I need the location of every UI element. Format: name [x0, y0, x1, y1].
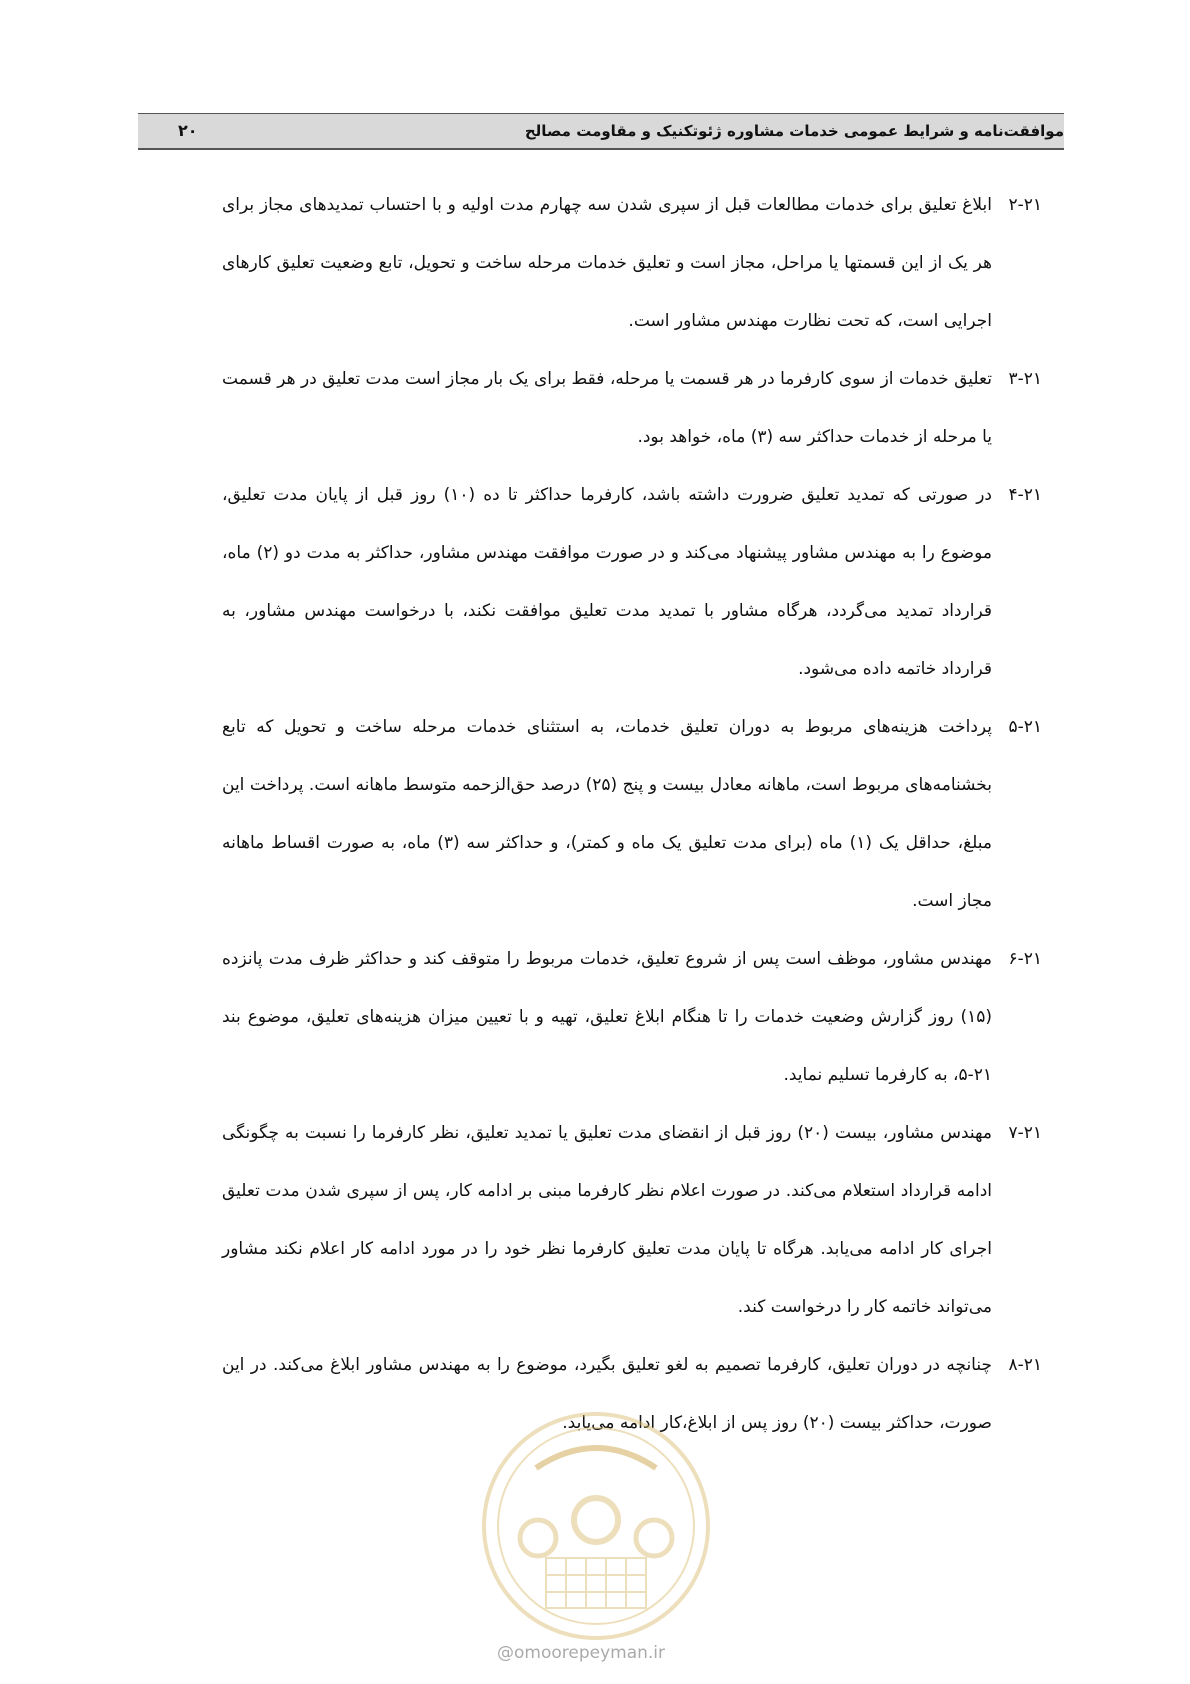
clause-text: پرداخت هزینه‌های مربوط به دوران تعلیق خدمات، به استثنای خدمات مرحله ساخت و تحویل که تابع بخشنامه‌های مربوط است، ماهانه معادل بیست و پنج (۲۵) درصد حق‌الزحمه متوسط ماهانه است. پرداخت این مبلغ، حداقل یک (۱) ماه (برای مدت تعلیق یک ماه و کمتر)، و حداکثر سه (۳) ماه، به صورت اقساط ماهانه مجاز است.	[222, 717, 992, 911]
document-body	[222, 176, 1042, 1452]
clause-21-2	[222, 176, 1042, 350]
clause-text: مهندس مشاور، موظف است پس از شروع تعلیق، خدمات مربوط را متوقف کند و حداکثر ظرف مدت پانزده (۱۵) روز گزارش وضعیت خدمات را تا هنگام ابلاغ تعلیق، تهیه و با تعیین میزان هزینه‌های تعلیق، موضوع بند ۲۱-۵، به کارفرما تسلیم نماید.	[222, 949, 992, 1085]
clause-21-3	[222, 350, 1042, 466]
clause-text: مهندس مشاور، بیست (۲۰) روز قبل از انقضای مدت تعلیق یا تمدید تعلیق، نظر کارفرما را نسبت به چگونگی ادامه قرارداد استعلام می‌کند. در صورت اعلام نظر کارفرما مبنی بر ادامه کار، پس از سپری شدن مدت تعلیق اجرای کار ادامه می‌یابد. هرگاه تا پایان مدت تعلیق کارفرما نظر خود را در مورد ادامه کار اعلام نکند مشاور می‌تواند خاتمه کار را درخواست کند.	[222, 1123, 992, 1317]
watermark-site: @omoorepeyman.ir	[497, 1643, 666, 1663]
page-header	[138, 113, 1064, 150]
page-number: ۲۰	[178, 121, 198, 140]
clause-number: ۷-۲۱	[1008, 1123, 1042, 1143]
clause-21-4	[222, 466, 1042, 698]
clause-21-6	[222, 930, 1042, 1104]
clause-number: ۴-۲۱	[1008, 485, 1042, 505]
clause-21-7	[222, 1104, 1042, 1336]
clause-text: چنانچه در دوران تعلیق، کارفرما تصمیم به لغو تعلیق بگیرد، موضوع را به مهندس مشاور ابلاغ می‌کند. در این صورت، حداکثر بیست (۲۰) روز پس از ابلاغ،کار ادامه می‌یابد.	[222, 1355, 992, 1433]
watermark-logo	[476, 1408, 716, 1644]
clause-text: ابلاغ تعلیق برای خدمات مطالعات قبل از سپری شدن سه چهارم مدت اولیه و با احتساب تمدیدهای مجاز برای هر یک از این قسمتها یا مراحل، مجاز است و تعلیق خدمات مرحله ساخت و تحویل، تابع وضعیت تعلیق کارهای اجرایی است، که تحت نظارت مهندس مشاور است.	[222, 195, 992, 331]
clause-text: تعلیق خدمات از سوی کارفرما در هر قسمت یا مرحله، فقط برای یک بار مجاز است مدت تعلیق در هر قسمت یا مرحله از خدمات حداکثر سه (۳) ماه، خواهد بود.	[222, 369, 992, 447]
clause-text: در صورتی که تمدید تعلیق ضرورت داشته باشد، کارفرما حداکثر تا ده (۱۰) روز قبل از پایان مدت تعلیق، موضوع را به مهندس مشاور پیشنهاد می‌کند و در صورت موافقت مهندس مشاور، حداکثر به مدت دو (۲) ماه، قرارداد تمدید می‌گردد، هرگاه مشاور با تمدید مدت تعلیق موافقت نکند، با درخواست مهندس مشاور، به قرارداد خاتمه داده می‌شود.	[222, 485, 993, 679]
clause-number: ۶-۲۱	[1008, 949, 1042, 969]
clause-number: ۸-۲۱	[1008, 1355, 1042, 1375]
clause-number: ۳-۲۱	[1008, 369, 1042, 389]
clause-number: ۵-۲۱	[1008, 717, 1042, 737]
clause-21-5	[222, 698, 1042, 930]
clause-number: ۲-۲۱	[1008, 195, 1042, 215]
document-title: موافقت‌نامه و شرایط عمومی خدمات مشاوره ژئوتکنیک و مقاومت مصالح	[524, 122, 1064, 140]
